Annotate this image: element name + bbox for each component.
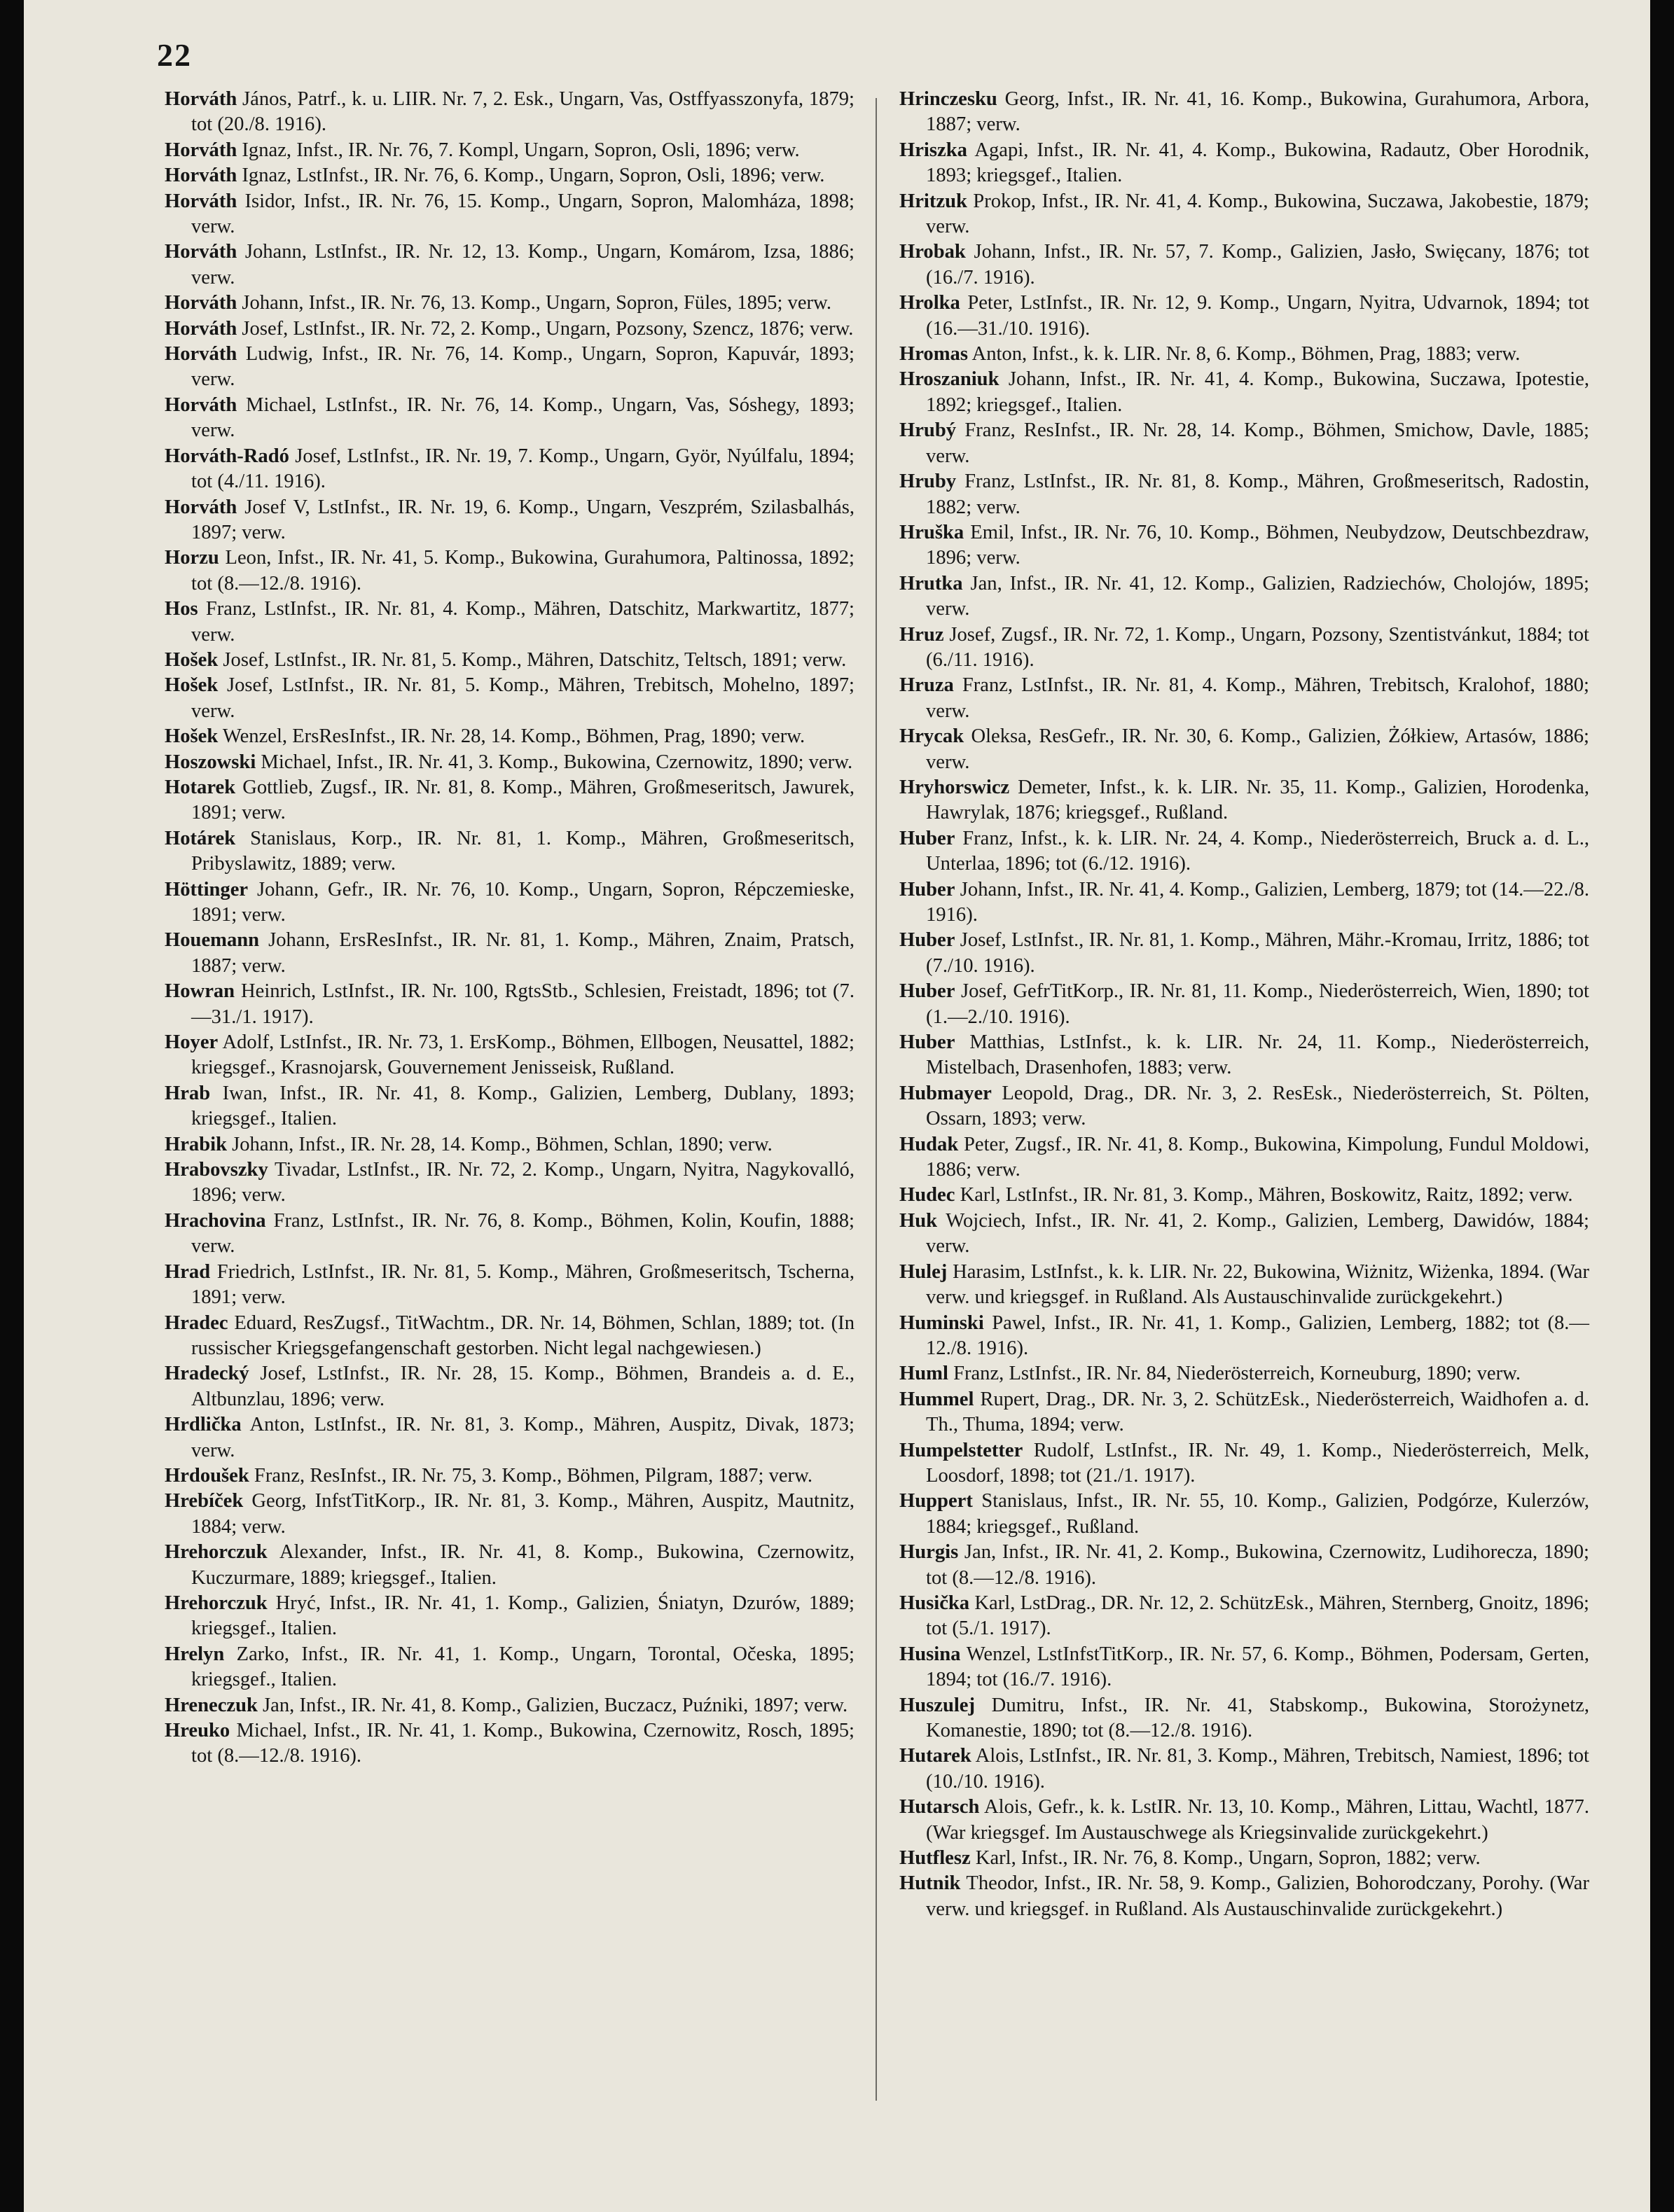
entry-surname: Horzu — [165, 547, 219, 569]
entry-details: Prokop, Infst., IR. Nr. 41, 4. Komp., Bukowina, Suczawa, Jakobestie, 1879; verw. — [926, 190, 1589, 238]
register-entry — [165, 775, 855, 826]
register-entry — [899, 1642, 1589, 1693]
entry-surname: Hrabik — [165, 1133, 227, 1155]
entry-details: Franz, LstInfst., IR. Nr. 81, 4. Komp., Mähren, Datschitz, Markwartitz, 1877; verw. — [191, 598, 855, 646]
entry-details: Josef, LstInfst., IR. Nr. 81, 5. Komp., Mähren, Datschitz, Teltsch, 1891; verw. — [218, 648, 847, 671]
entry-details: Jan, Infst., IR. Nr. 41, 12. Komp., Galizien, Radziechów, Cholojów, 1895; verw. — [926, 572, 1589, 620]
register-entry — [165, 1412, 855, 1463]
register-entry — [899, 520, 1589, 571]
entry-details: Gottlieb, Zugsf., IR. Nr. 81, 8. Komp., Mähren, Großmeseritsch, Jawurek, 1891; verw. — [191, 776, 855, 824]
entry-surname: Hošek — [165, 674, 219, 697]
entry-surname: Hrdoušek — [165, 1464, 249, 1487]
register-entry — [165, 597, 855, 648]
entry-surname: Horváth-Radó — [165, 445, 289, 467]
register-entry — [899, 87, 1589, 138]
entry-surname: Horváth — [165, 292, 237, 314]
entry-details: Franz, Infst., k. k. LIR. Nr. 24, 4. Komp., Niederösterreich, Bruck a. d. L., Unterlaa, 1896; tot (6./12. 1916). — [926, 827, 1589, 875]
register-entry — [899, 775, 1589, 826]
register-entry — [899, 1361, 1589, 1386]
entry-surname: Horváth — [165, 394, 237, 416]
entry-details: Franz, LstInfst., IR. Nr. 81, 8. Komp., Mähren, Großmeseritsch, Radostin, 1882; verw. — [926, 471, 1589, 518]
entry-surname: Hubmayer — [899, 1082, 992, 1104]
entry-surname: Huber — [899, 878, 955, 900]
register-entry — [165, 673, 855, 724]
entry-details: Ignaz, Infst., IR. Nr. 76, 7. Kompl, Ungarn, Sopron, Osli, 1896; verw. — [237, 139, 800, 161]
entry-details: Franz, ResInfst., IR. Nr. 28, 14. Komp., Böhmen, Smichow, Davle, 1885; verw. — [926, 419, 1589, 467]
register-entry — [165, 1361, 855, 1412]
entry-details: Johann, Infst., IR. Nr. 28, 14. Komp., Böhmen, Schlan, 1890; verw. — [226, 1133, 773, 1155]
register-entry — [899, 673, 1589, 724]
entry-surname: Hutflesz — [899, 1847, 971, 1870]
register-entry — [165, 495, 855, 546]
register-entry — [899, 1489, 1589, 1540]
entry-surname: Hrebíček — [165, 1490, 244, 1512]
entry-surname: Hotárek — [165, 827, 236, 849]
entry-details: Eduard, ResZugsf., TitWachtm., DR. Nr. 14, Böhmen, Schlan, 1889; tot. (In russischer Kriegsgefangenschaft gestorben. Nicht legal nachgewiesen.) — [191, 1312, 855, 1359]
entry-surname: Hriszka — [899, 139, 967, 161]
register-entry — [165, 393, 855, 444]
register-entry — [165, 1132, 855, 1157]
register-entry — [165, 724, 855, 749]
register-entry — [165, 239, 855, 291]
entry-surname: Hotarek — [165, 776, 236, 798]
entry-details: Harasim, LstInfst., k. k. LIR. Nr. 22, Bukowina, Wiżnitz, Wiżenka, 1894. (War verw. und kriegsgef. in Rußland. Als Austauschinvalide zurückgekehrt.) — [926, 1260, 1589, 1309]
entry-surname: Hreuko — [165, 1720, 230, 1741]
register-entry — [165, 750, 855, 775]
entry-surname: Hrubý — [899, 419, 957, 442]
entry-details: Ludwig, Infst., IR. Nr. 76, 14. Komp., Ungarn, Sopron, Kapuvár, 1893; verw. — [191, 343, 855, 391]
register-entry — [899, 1744, 1589, 1795]
register-entry — [899, 418, 1589, 469]
register-entry — [165, 1209, 855, 1260]
entry-details: János, Patrf., k. u. LIIR. Nr. 7, 2. Esk., Ungarn, Vas, Ostffyasszonyfa, 1879; tot (20./8. 1916). — [191, 88, 855, 136]
entry-surname: Huml — [899, 1363, 948, 1385]
register-entry — [899, 239, 1589, 291]
entry-details: Karl, LstInfst., IR. Nr. 81, 3. Komp., Mähren, Boskowitz, Raitz, 1892; verw. — [955, 1184, 1573, 1206]
entry-details: Jan, Infst., IR. Nr. 41, 8. Komp., Galizien, Buczacz, Puźniki, 1897; verw. — [257, 1694, 848, 1716]
entry-details: Agapi, Infst., IR. Nr. 41, 4. Komp., Bukowina, Radautz, Ober Horodnik, 1893; kriegsgef., Italien. — [926, 139, 1589, 187]
entry-details: Dumitru, Infst., IR. Nr. 41, Stabskomp., Bukowina, Storożynetz, Komanestie, 1890; tot (8.—12./8. 1916). — [926, 1694, 1589, 1741]
register-entry — [899, 1693, 1589, 1744]
register-entry — [899, 1081, 1589, 1132]
entry-surname: Hutnik — [899, 1872, 961, 1895]
entry-surname: Hreneczuk — [165, 1694, 258, 1716]
register-entry — [899, 1387, 1589, 1438]
entry-details: Georg, Infst., IR. Nr. 41, 16. Komp., Bukowina, Gurahumora, Arbora, 1887; verw. — [926, 88, 1589, 136]
register-entry — [165, 1718, 855, 1769]
entry-details: Adolf, LstInfst., IR. Nr. 73, 1. ErsKomp., Böhmen, Ellbogen, Neusattel, 1882; kriegsgef., Krasnojarsk, Gouvernement Jenisseisk, Rußland. — [191, 1031, 855, 1079]
register-entry — [899, 1846, 1589, 1871]
register-entry — [899, 826, 1589, 877]
entry-surname: Hrab — [165, 1082, 211, 1104]
register-entry — [165, 979, 855, 1030]
entry-surname: Horváth — [165, 88, 237, 110]
register-entry — [899, 1438, 1589, 1489]
register-entry — [899, 979, 1589, 1030]
register-entry — [165, 1311, 855, 1362]
entry-surname: Humpelstetter — [899, 1439, 1023, 1461]
register-entry — [899, 1030, 1589, 1081]
entry-details: Josef, LstInfst., IR. Nr. 81, 5. Komp., Mähren, Trebitsch, Mohelno, 1897; verw. — [191, 674, 855, 722]
entry-surname: Horváth — [165, 317, 237, 340]
entry-details: Wojciech, Infst., IR. Nr. 41, 2. Komp., Galizien, Lemberg, Dawidów, 1884; verw. — [926, 1209, 1589, 1258]
left-column — [165, 87, 855, 1769]
register-entry — [899, 367, 1589, 418]
entry-details: Wenzel, LstInfstTitKorp., IR. Nr. 57, 6. Komp., Böhmen, Podersam, Gerten, 1894; tot (16./7. 1916). — [926, 1643, 1589, 1691]
entry-surname: Hrobak — [899, 241, 966, 263]
entry-details: Alois, LstInfst., IR. Nr. 81, 3. Komp., Mähren, Trebitsch, Namiest, 1896; tot (10./10. 1916). — [926, 1745, 1589, 1793]
register-entry — [165, 877, 855, 928]
entry-details: Alexander, Infst., IR. Nr. 41, 8. Komp., Bukowina, Czernowitz, Kuczurmare, 1889; kriegsgef., Italien. — [191, 1541, 855, 1589]
entry-surname: Huminski — [899, 1312, 984, 1334]
entry-details: Stanislaus, Korp., IR. Nr. 81, 1. Komp., Mähren, Großmeseritsch, Pribyslawitz, 1889; verw. — [191, 827, 855, 875]
entry-surname: Hošek — [165, 725, 219, 748]
register-entry — [165, 317, 855, 342]
register-entry — [165, 1540, 855, 1591]
scan-edge-left — [0, 0, 24, 2212]
entry-details: Karl, Infst., IR. Nr. 76, 8. Komp., Ungarn, Sopron, 1882; verw. — [970, 1847, 1481, 1870]
entry-surname: Horváth — [165, 139, 237, 161]
entry-details: Josef, LstInfst., IR. Nr. 72, 2. Komp., Ungarn, Pozsony, Szencz, 1876; verw. — [237, 317, 854, 340]
entry-surname: Hrdlička — [165, 1414, 242, 1436]
entry-details: Josef V, LstInfst., IR. Nr. 19, 6. Komp., Ungarn, Veszprém, Szilasbalhás, 1897; verw. — [191, 496, 855, 543]
entry-details: Johann, Infst., IR. Nr. 41, 4. Komp., Galizien, Lemberg, 1879; tot (14.—22./8. 1916). — [926, 878, 1589, 926]
entry-surname: Huber — [899, 980, 955, 1003]
entry-surname: Höttinger — [165, 878, 249, 900]
entry-surname: Hudak — [899, 1133, 959, 1155]
entry-details: Peter, LstInfst., IR. Nr. 12, 9. Komp., Ungarn, Nyitra, Udvarnok, 1894; tot (16.—31./10. 1916). — [926, 292, 1589, 340]
entry-surname: Hrad — [165, 1260, 211, 1283]
register-entry — [165, 826, 855, 877]
register-entry — [899, 1260, 1589, 1311]
entry-surname: Horváth — [165, 190, 237, 212]
register-entry — [899, 571, 1589, 622]
entry-details: Matthias, LstInfst., k. k. LIR. Nr. 24, 11. Komp., Niederösterreich, Mistelbach, Drasenhofen, 1883; verw. — [926, 1031, 1589, 1079]
register-entry — [899, 1591, 1589, 1642]
entry-details: Theodor, Infst., IR. Nr. 58, 9. Komp., Galizien, Bohorodczany, Porohy. (War verw. und kriegsgef. in Rußland. Als Austauschinvalide zurückgekehrt.) — [926, 1872, 1589, 1920]
entry-details: Anton, Infst., k. k. LIR. Nr. 8, 6. Komp., Böhmen, Prag, 1883; verw. — [967, 343, 1521, 366]
entry-details: Tivadar, LstInfst., IR. Nr. 72, 2. Komp., Ungarn, Nyitra, Nagykovalló, 1896; verw. — [191, 1159, 855, 1206]
register-entry — [899, 342, 1589, 367]
entry-surname: Hryhorswicz — [899, 776, 1010, 798]
entry-surname: Hrachovina — [165, 1209, 266, 1232]
register-entry — [899, 1540, 1589, 1591]
entry-details: Michael, Infst., IR. Nr. 41, 1. Komp., Bukowina, Czernowitz, Rosch, 1895; tot (8.—12./8. 1916). — [191, 1720, 855, 1767]
entry-surname: Hummel — [899, 1388, 974, 1410]
entry-surname: Huber — [899, 1031, 955, 1054]
register-entry — [899, 1871, 1589, 1922]
entry-details: Josef, Zugsf., IR. Nr. 72, 1. Komp., Ungarn, Pozsony, Szentistvánkut, 1884; tot (6./11. 1916). — [926, 623, 1589, 671]
entry-surname: Hudec — [899, 1184, 955, 1206]
entry-surname: Hrinczesku — [899, 88, 997, 110]
entry-details: Johann, Infst., IR. Nr. 76, 13. Komp., Ungarn, Sopron, Füles, 1895; verw. — [237, 292, 832, 314]
entry-details: Peter, Zugsf., IR. Nr. 41, 8. Komp., Bukowina, Kimpolung, Fundul Moldowi, 1886; verw. — [926, 1133, 1589, 1181]
entry-surname: Hruby — [899, 471, 957, 493]
entry-details: Leopold, Drag., DR. Nr. 3, 2. ResEsk., Niederösterreich, St. Pölten, Ossarn, 1893; verw. — [926, 1082, 1589, 1130]
register-entry — [899, 1795, 1589, 1846]
register-entry — [899, 291, 1589, 342]
register-entry — [899, 724, 1589, 775]
register-entry — [165, 1030, 855, 1081]
entry-details: Heinrich, LstInfst., IR. Nr. 100, RgtsStb., Schlesien, Freistadt, 1896; tot (7.—31./1. 1917). — [191, 980, 855, 1028]
register-entry — [165, 928, 855, 979]
register-entry — [899, 189, 1589, 240]
register-entry — [899, 138, 1589, 189]
entry-surname: Hrabovszky — [165, 1159, 268, 1181]
entry-details: Johann, Infst., IR. Nr. 57, 7. Komp., Galizien, Jasło, Swięcany, 1876; tot (16./7. 1916). — [926, 241, 1589, 288]
entry-details: Michael, Infst., IR. Nr. 41, 3. Komp., Bukowina, Czernowitz, 1890; verw. — [256, 751, 853, 773]
entry-details: Ignaz, LstInfst., IR. Nr. 76, 6. Komp., Ungarn, Sopron, Osli, 1896; verw. — [237, 165, 825, 187]
register-entry — [165, 291, 855, 316]
entry-surname: Hrutka — [899, 572, 963, 594]
register-entry — [165, 1157, 855, 1209]
entry-surname: Hutarek — [899, 1745, 971, 1767]
register-entry — [899, 1209, 1589, 1260]
entry-surname: Huber — [899, 827, 955, 849]
register-entry — [899, 622, 1589, 674]
entry-details: Josef, LstInfst., IR. Nr. 19, 7. Komp., Ungarn, Györ, Nyúlfalu, 1894; tot (4./11. 1916). — [191, 445, 855, 493]
entry-details: Karl, LstDrag., DR. Nr. 12, 2. SchützEsk., Mähren, Sternberg, Gnoitz, 1896; tot (5./1. 1917). — [926, 1592, 1589, 1640]
right-column — [899, 87, 1589, 1922]
page-number: 22 — [157, 37, 192, 73]
register-entry — [899, 1183, 1589, 1208]
register-entry — [899, 1311, 1589, 1362]
entry-surname: Horváth — [165, 241, 237, 263]
entry-surname: Howran — [165, 980, 235, 1003]
entry-surname: Husička — [899, 1592, 970, 1614]
entry-details: Isidor, Infst., IR. Nr. 76, 15. Komp., Ungarn, Sopron, Malomháza, 1898; verw. — [191, 190, 855, 238]
entry-details: Wenzel, ErsResInfst., IR. Nr. 28, 14. Komp., Böhmen, Prag, 1890; verw. — [218, 725, 805, 748]
entry-details: Oleksa, ResGefr., IR. Nr. 30, 6. Komp., Galizien, Żółkiew, Artasów, 1886; verw. — [926, 725, 1589, 773]
entry-surname: Hradecký — [165, 1363, 249, 1385]
register-entry — [165, 444, 855, 495]
entry-details: Franz, LstInfst., IR. Nr. 84, Niederösterreich, Korneuburg, 1890; verw. — [948, 1363, 1521, 1385]
entry-surname: Horváth — [165, 165, 237, 187]
entry-surname: Horváth — [165, 343, 237, 366]
entry-details: Stanislaus, Infst., IR. Nr. 55, 10. Komp., Galizien, Podgórze, Kulerzów, 1884; kriegsgef., Rußland. — [926, 1490, 1589, 1538]
entry-surname: Hoszowski — [165, 751, 256, 773]
entry-details: Iwan, Infst., IR. Nr. 41, 8. Komp., Galizien, Lemberg, Dublany, 1893; kriegsgef., Italien. — [191, 1082, 855, 1130]
entry-surname: Hoyer — [165, 1031, 219, 1054]
entry-details: Jan, Infst., IR. Nr. 41, 2. Komp., Bukowina, Czernowitz, Ludihorecza, 1890; tot (8.—12./8. 1916). — [926, 1541, 1589, 1589]
entry-surname: Huszulej — [899, 1694, 976, 1716]
register-entry — [165, 189, 855, 240]
entry-surname: Hrycak — [899, 725, 964, 748]
register-entry — [165, 1463, 855, 1489]
entry-details: Johann, ErsResInfst., IR. Nr. 81, 1. Komp., Mähren, Znaim, Pratsch, 1887; verw. — [191, 929, 855, 977]
entry-surname: Hrehorczuk — [165, 1592, 268, 1614]
entry-details: Emil, Infst., IR. Nr. 76, 10. Komp., Böhmen, Neubydzow, Deutschbezdraw, 1896; verw. — [926, 521, 1589, 569]
register-entry — [165, 163, 855, 188]
register-entry — [165, 138, 855, 163]
register-entry — [899, 928, 1589, 979]
entry-surname: Huk — [899, 1209, 938, 1232]
register-entry — [899, 469, 1589, 520]
entry-surname: Hurgis — [899, 1541, 959, 1564]
entry-details: Leon, Infst., IR. Nr. 41, 5. Komp., Bukowina, Gurahumora, Paltinossa, 1892; tot (8.—12./8. 1916). — [191, 547, 855, 594]
entry-details: Johann, LstInfst., IR. Nr. 12, 13. Komp., Ungarn, Komárom, Izsa, 1886; verw. — [191, 241, 855, 288]
register-entry — [165, 1591, 855, 1642]
entry-details: Friedrich, LstInfst., IR. Nr. 81, 5. Komp., Mähren, Großmeseritsch, Tscherna, 1891; verw. — [191, 1260, 855, 1309]
entry-details: Georg, InfstTitKorp., IR. Nr. 81, 3. Komp., Mähren, Auspitz, Mautnitz, 1884; verw. — [191, 1490, 855, 1538]
entry-surname: Hrelyn — [165, 1643, 225, 1665]
entry-surname: Hošek — [165, 648, 219, 671]
register-entry — [165, 545, 855, 597]
entry-details: Franz, ResInfst., IR. Nr. 75, 3. Komp., Böhmen, Pilgram, 1887; verw. — [249, 1464, 813, 1487]
register-entry — [165, 87, 855, 138]
entry-surname: Hroszaniuk — [899, 368, 999, 391]
entry-surname: Houemann — [165, 929, 260, 952]
entry-surname: Hritzuk — [899, 190, 967, 212]
entry-surname: Horváth — [165, 496, 237, 518]
entry-surname: Hulej — [899, 1260, 948, 1283]
entry-surname: Hutarsch — [899, 1796, 980, 1818]
entry-details: Josef, LstInfst., IR. Nr. 81, 1. Komp., Mähren, Mähr.-Kromau, Irritz, 1886; tot (7./10. 1916). — [926, 929, 1589, 977]
register-entry — [165, 1642, 855, 1693]
entry-surname: Hradec — [165, 1312, 228, 1334]
register-entry — [165, 1260, 855, 1311]
entry-details: Johann, Gefr., IR. Nr. 76, 10. Komp., Ungarn, Sopron, Répczemieske, 1891; verw. — [191, 878, 855, 926]
entry-details: Franz, LstInfst., IR. Nr. 76, 8. Komp., Böhmen, Kolin, Koufin, 1888; verw. — [191, 1209, 855, 1258]
entry-details: Demeter, Infst., k. k. LIR. Nr. 35, 11. Komp., Galizien, Horodenka, Hawrylak, 1876; kriegsgef., Rußland. — [926, 776, 1589, 824]
entry-surname: Huber — [899, 929, 955, 952]
entry-surname: Hrehorczuk — [165, 1541, 268, 1564]
register-entry — [165, 342, 855, 393]
entry-surname: Huppert — [899, 1490, 973, 1512]
entry-details: Michael, LstInfst., IR. Nr. 76, 14. Komp., Ungarn, Vas, Sóshegy, 1893; verw. — [191, 394, 855, 442]
register-entry — [165, 1693, 855, 1718]
register-entry — [165, 1489, 855, 1540]
entry-surname: Hruška — [899, 521, 964, 543]
entry-details: Josef, GefrTitKorp., IR. Nr. 81, 11. Komp., Niederösterreich, Wien, 1890; tot (1.—2./10. 1916). — [926, 980, 1589, 1028]
entry-details: Alois, Gefr., k. k. LstIR. Nr. 13, 10. Komp., Mähren, Littau, Wachtl, 1877. (War kriegsgef. Im Austauschwege als Kriegsinvalide zurückgekehrt.) — [926, 1796, 1589, 1844]
register-entry — [165, 1081, 855, 1132]
entry-details: Pawel, Infst., IR. Nr. 41, 1. Komp., Galizien, Lemberg, 1882; tot (8.—12./8. 1916). — [926, 1312, 1589, 1359]
entry-details: Josef, LstInfst., IR. Nr. 28, 15. Komp., Böhmen, Brandeis a. d. E., Altbunzlau, 1896; verw. — [191, 1363, 855, 1410]
entry-surname: Hrolka — [899, 292, 960, 314]
column-divider — [876, 98, 877, 2101]
entry-details: Rudolf, LstInfst., IR. Nr. 49, 1. Komp., Niederösterreich, Melk, Loosdorf, 1898; tot (21./1. 1917). — [926, 1439, 1589, 1487]
register-entry — [899, 877, 1589, 928]
entry-details: Hryć, Infst., IR. Nr. 41, 1. Komp., Galizien, Śniatyn, Dzurów, 1889; kriegsgef., Italien. — [191, 1592, 855, 1640]
entry-surname: Hruz — [899, 623, 944, 646]
entry-surname: Hruza — [899, 674, 954, 697]
register-entry — [899, 1132, 1589, 1183]
register-entry — [165, 648, 855, 673]
entry-surname: Husina — [899, 1643, 961, 1665]
entry-details: Rupert, Drag., DR. Nr. 3, 2. SchützEsk., Niederösterreich, Waidhofen a. d. Th., Thuma, 1894; verw. — [926, 1388, 1589, 1436]
entry-details: Franz, LstInfst., IR. Nr. 81, 4. Komp., Mähren, Trebitsch, Kralohof, 1880; verw. — [926, 674, 1589, 722]
entry-surname: Hos — [165, 598, 198, 620]
scan-edge-right — [1650, 0, 1674, 2212]
entry-surname: Hromas — [899, 343, 968, 366]
entry-details: Zarko, Infst., IR. Nr. 41, 1. Komp., Ungarn, Torontal, Očeska, 1895; kriegsgef., Italien. — [191, 1643, 855, 1691]
entry-details: Anton, LstInfst., IR. Nr. 81, 3. Komp., Mähren, Auspitz, Divak, 1873; verw. — [191, 1414, 855, 1461]
entry-details: Johann, Infst., IR. Nr. 41, 4. Komp., Bukowina, Suczawa, Ipotestie, 1892; kriegsgef., Italien. — [926, 368, 1589, 416]
